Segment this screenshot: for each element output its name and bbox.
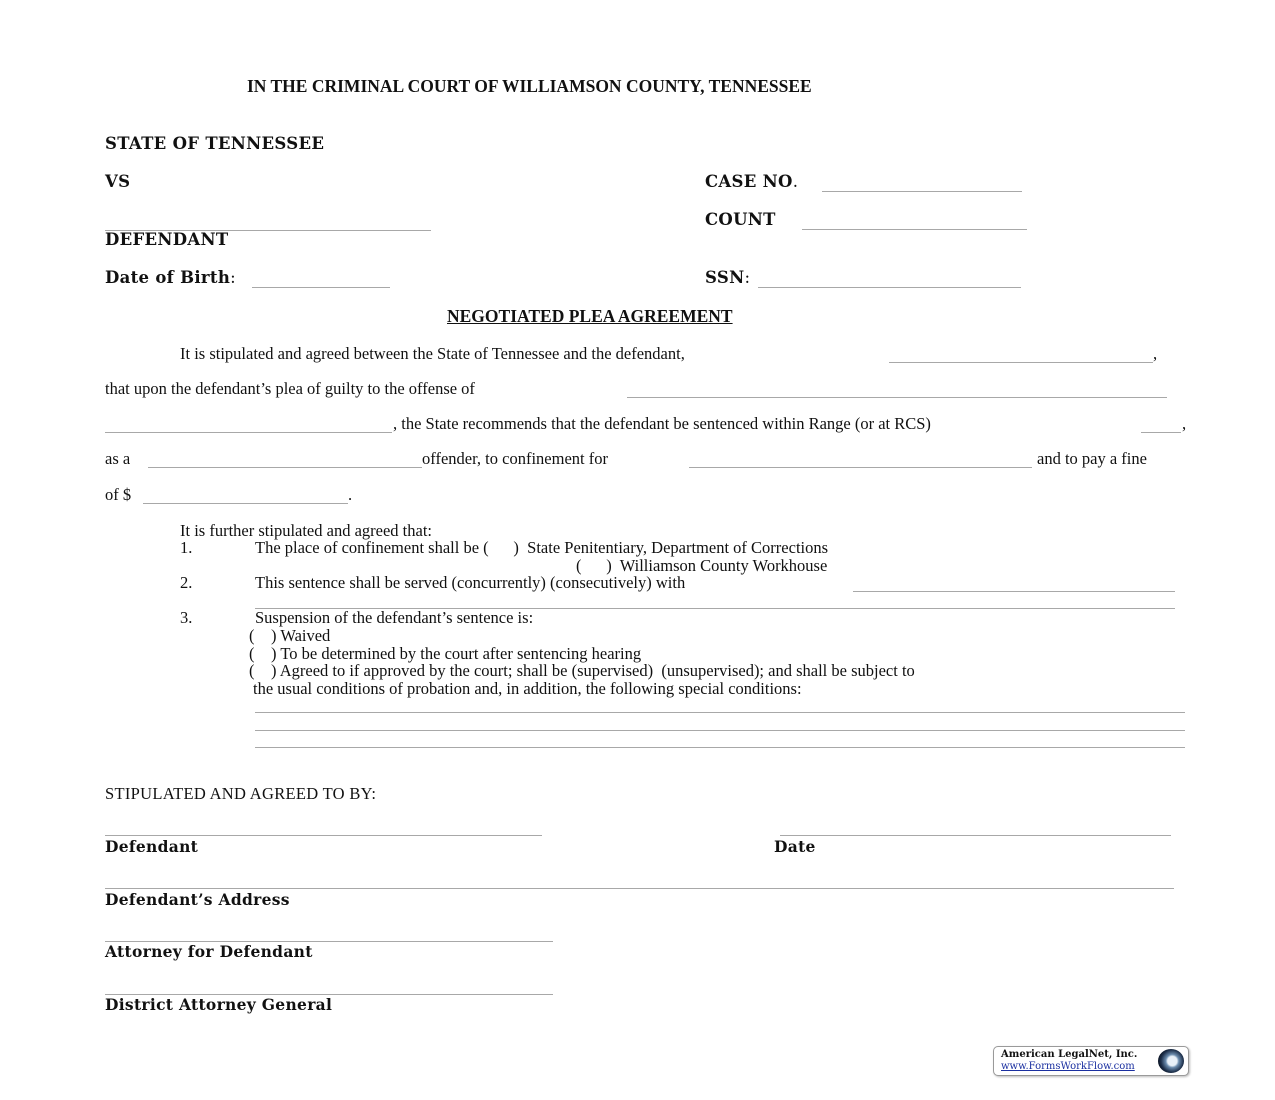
item-1-text: The place of confinement shall be ( ) State Penitentiary, Department of Corrections [255, 538, 829, 557]
item-2-text: This sentence shall be served (concurrently) (consecutively) with [255, 573, 686, 592]
dob-field[interactable] [252, 287, 390, 288]
globe-icon [1158, 1049, 1184, 1073]
suspension-option-waived[interactable]: ( ) Waived [249, 626, 331, 645]
special-conditions-line-2[interactable] [255, 730, 1185, 731]
ssn-label [705, 268, 750, 287]
ssn-colon: : [744, 268, 751, 287]
da-label: District Attorney General [105, 995, 333, 1014]
american-legalnet-logo[interactable] [993, 1046, 1189, 1076]
ssn-label-text: SSN [705, 268, 745, 287]
suspension-option-determined[interactable]: ( ) To be determined by the court after sentencing hearing [249, 644, 642, 663]
suspension-continuation: the usual conditions of probation and, in addition, the following special conditions: [253, 679, 802, 698]
special-conditions-line-1[interactable] [255, 712, 1185, 713]
range-blank[interactable] [1141, 432, 1181, 433]
para-line-5: of $ [105, 485, 132, 504]
logo-company-name: American LegalNet, Inc. [1001, 1049, 1138, 1060]
date-signature-label: Date [774, 837, 816, 856]
defendant-signature-label: Defendant [105, 837, 199, 856]
defendant-signature-line[interactable] [105, 835, 542, 836]
para-comma-1: , [1153, 344, 1158, 363]
offense-blank[interactable] [627, 397, 1167, 398]
offender-type-blank[interactable] [148, 467, 422, 468]
para-line-4b: offender, to confinement for [422, 449, 608, 468]
case-no-label [705, 172, 798, 191]
dob-label [105, 268, 236, 287]
para-line-1: It is stipulated and agreed between the State of Tennessee and the defendant, [180, 344, 685, 363]
logo-url-link[interactable]: www.FormsWorkFlow.com [1001, 1061, 1135, 1072]
attorney-label: Attorney for Defendant [105, 942, 313, 961]
agreement-heading: NEGOTIATED PLEA AGREEMENT [447, 306, 733, 326]
defendant-name-blank[interactable] [889, 362, 1153, 363]
suspension-option-agreed[interactable]: ( ) Agreed to if approved by the court; shall be (supervised) (unsupervised); and shall be subject to [249, 661, 915, 680]
para-line-4a: as a [105, 449, 131, 468]
address-line[interactable] [105, 888, 1174, 889]
fine-blank[interactable] [143, 503, 348, 504]
dob-colon: : [230, 268, 236, 287]
item-1-sub: ( ) Williamson County Workhouse [576, 556, 828, 575]
para-period: . [348, 485, 353, 504]
date-signature-line[interactable] [780, 835, 1171, 836]
plaintiff-label: STATE OF TENNESSEE [105, 134, 325, 153]
case-no-period: . [792, 172, 799, 191]
offense-blank-cont[interactable] [105, 432, 392, 433]
served-with-blank[interactable] [853, 591, 1175, 592]
item-1-num: 1. [180, 538, 193, 557]
ssn-field[interactable] [758, 287, 1021, 288]
signatures-heading: STIPULATED AND AGREED TO BY: [105, 784, 377, 803]
item-2-num: 2. [180, 573, 193, 592]
case-no-field[interactable] [822, 191, 1022, 192]
case-no-label-text: CASE NO [705, 172, 793, 191]
further-intro: It is further stipulated and agreed that: [180, 521, 432, 540]
para-line-2: that upon the defendant’s plea of guilty to the offense of [105, 379, 475, 398]
defendant-label: DEFENDANT [105, 230, 229, 249]
special-conditions-line-3[interactable] [255, 747, 1185, 748]
para-line-4c: and to pay a fine [1037, 449, 1147, 468]
count-field[interactable] [802, 229, 1027, 230]
count-label: COUNT [705, 210, 776, 229]
address-label: Defendant’s Address [105, 890, 290, 909]
confinement-blank[interactable] [689, 467, 1032, 468]
para-line-3: , the State recommends that the defendant be sentenced within Range (or at RCS) [393, 414, 931, 433]
item-3-text: Suspension of the defendant’s sentence is: [255, 608, 534, 627]
versus-label: VS [105, 172, 131, 191]
court-title: IN THE CRIMINAL COURT OF WILLIAMSON COUNTY, TENNESSEE [247, 76, 812, 96]
dob-label-text: Date of Birth [105, 268, 231, 287]
item-3-num: 3. [180, 608, 193, 627]
para-comma-2: , [1182, 414, 1187, 433]
